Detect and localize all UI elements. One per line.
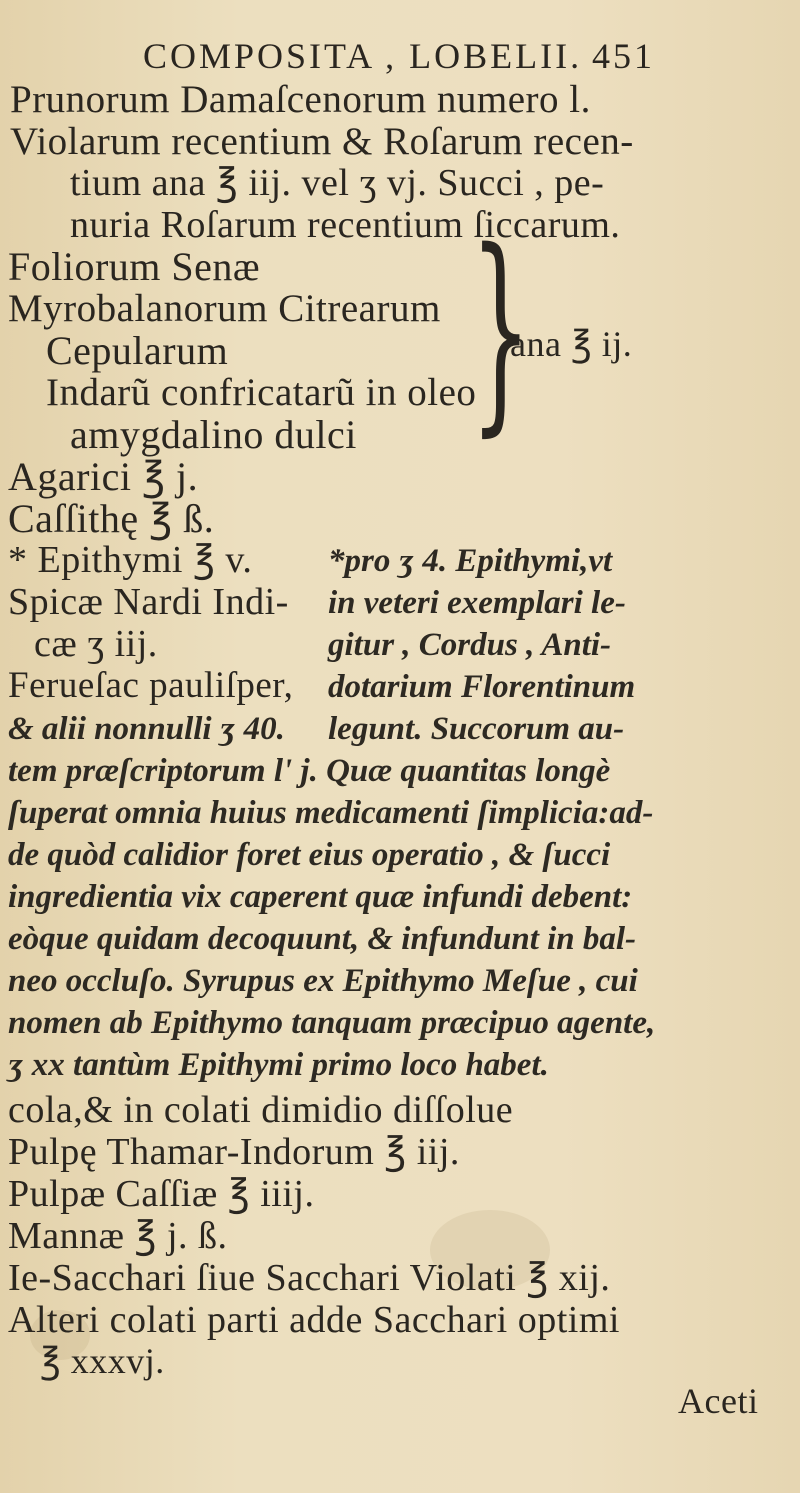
note-line: neo occluſo. Syrupus ex Epithymo Meſue , cui (8, 963, 638, 999)
text-line: Cepularum (46, 328, 229, 373)
margin-note-line: dotarium Florentinum (328, 669, 636, 705)
text-line: * Epithymi ℥ v. (8, 539, 253, 581)
text-line: Foliorum Senæ (8, 244, 261, 289)
right-curly-brace: } (470, 204, 532, 455)
text-line: Pulpæ Caſſiæ ℥ iiij. (8, 1173, 315, 1215)
note-line: ʒ xx tantùm Epithymi primo loco habet. (8, 1047, 549, 1083)
text-line: Ferueſac pauliſper, (8, 665, 294, 706)
page-number: 451 (592, 36, 655, 76)
text-line: Ie-Sacchari ſiue Sacchari Violati ℥ xij. (8, 1257, 611, 1299)
text-line: Mannæ ℥ j. ß. (8, 1215, 228, 1257)
text-line: Caſſithę ℥ ß. (8, 496, 215, 541)
note-line: de quòd calidior foret eius operatio , & ſucci (8, 837, 611, 873)
catchword: Aceti (678, 1381, 759, 1421)
text-line: Alteri colati parti adde Sacchari optimi (8, 1299, 620, 1341)
note-line: nomen ab Epithymo tanquam præcipuo agente, (8, 1005, 656, 1041)
text-line: Agarici ℥ j. (8, 454, 199, 499)
text-line: Myrobalanorum Citrearum (8, 287, 441, 330)
note-line: & alii nonnulli ʒ 40. (8, 711, 285, 747)
brace-label: ana ℥ ij. (510, 324, 633, 364)
note-line: eòque quidam decoquunt, & infundunt in bal- (8, 921, 637, 957)
margin-note-line: gitur , Cordus , Anti- (328, 627, 612, 663)
margin-note-line: legunt. Succorum au- (328, 711, 625, 747)
text-line: cola,& in colati dimidio diſſolue (8, 1089, 514, 1131)
text-line: ℥ xxxvj. (40, 1341, 165, 1381)
running-title: COMPOSITA , LOBELII. (143, 36, 583, 76)
text-line: Indarũ confricatarũ in oleo (46, 371, 477, 414)
text-line: tium ana ℥ iij. vel ʒ vj. Succi , pe- (70, 162, 605, 204)
text-line: amygdalino dulci (70, 412, 357, 457)
text-line: Spicæ Nardi Indi- (8, 581, 289, 623)
margin-note-line: in veteri exemplari le- (328, 585, 626, 621)
text-line: Prunorum Damaſcenorum numero l. (10, 78, 591, 121)
margin-note-line: *pro ʒ 4. Epithymi,vt (328, 543, 613, 579)
text-line: Pulpę Thamar-Indorum ℥ iij. (8, 1131, 460, 1173)
note-line: ingredientia vix caperent quæ infundi debent: (8, 879, 633, 915)
text-line: Violarum recentium & Roſarum recen- (10, 120, 634, 163)
note-line: ſuperat omnia huius medicamenti ſimplicia:ad- (8, 795, 654, 831)
text-line: nuria Roſarum recentium ſiccarum. (70, 204, 621, 246)
note-line: tem præſcriptorum l' j. Quæ quantitas longè (8, 753, 611, 789)
text-line: cæ ʒ iij. (34, 623, 158, 665)
